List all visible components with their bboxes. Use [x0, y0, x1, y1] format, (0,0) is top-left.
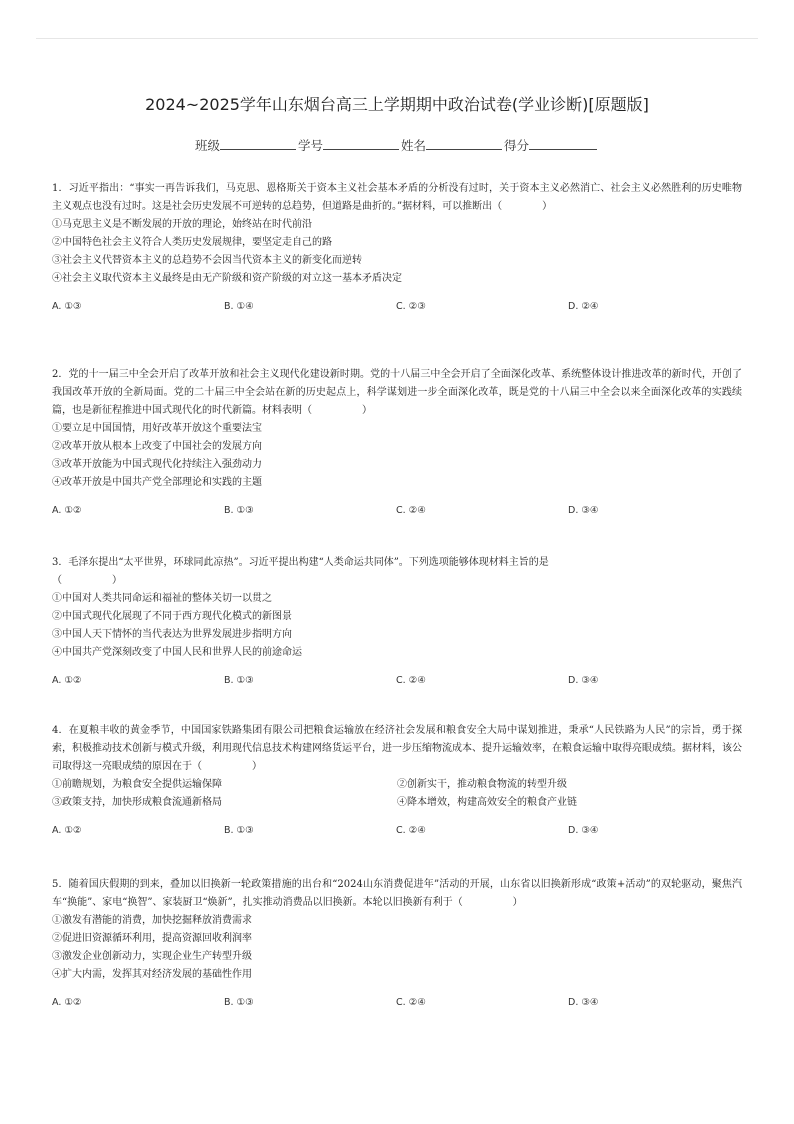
- option-d[interactable]: D. ③④: [568, 997, 599, 1008]
- choice-row: [52, 794, 742, 812]
- choice-item: ③社会主义代替资本主义的总趋势不会因当代资本主义的新变化而逆转: [52, 255, 362, 266]
- choice-item: ②中国特色社会主义符合人类历史发展规律，要坚定走自己的路: [52, 237, 332, 248]
- choice-item: ③政策支持，加快形成粮食流通新格局: [52, 797, 222, 808]
- choice-item: ②促进旧资源循环利用，提高资源回收利润率: [52, 933, 252, 944]
- choice-item: ①前瞻规划，为粮食安全提供运输保障: [52, 779, 222, 790]
- option-b[interactable]: B. ①③: [224, 675, 254, 686]
- field-number: [298, 136, 401, 154]
- answer-blank: （ ）: [302, 405, 372, 416]
- choice-item: ④扩大内需，发挥其对经济发展的基础性作用: [52, 969, 252, 980]
- field-score-blank[interactable]: [529, 137, 597, 150]
- field-class-label: 班级: [194, 138, 220, 153]
- question-stem-text: 1．习近平指出：“事实一再告诉我们，马克思、恩格斯关于资本主义社会基本矛盾的分析没有过时，关于资本主义必然消亡、社会主义必然胜利的历史唯物主义观点也没有过时。这是社会历史发展不可逆转的总趋势，但道路是曲折的。”据材料，可以推断出: [52, 183, 742, 212]
- option-c[interactable]: C. ②④: [396, 675, 426, 686]
- option-c[interactable]: C. ②④: [396, 825, 426, 836]
- option-d[interactable]: D. ③④: [568, 675, 599, 686]
- answer-blank: （ ）: [192, 761, 262, 772]
- student-info-fields: [0, 136, 794, 154]
- option-d[interactable]: D. ③④: [568, 825, 599, 836]
- field-number-blank[interactable]: [323, 137, 399, 150]
- answer-options: [52, 672, 742, 690]
- answer-options: [52, 502, 742, 520]
- choice-item: ④中国共产党深刻改变了中国人民和世界人民的前途命运: [52, 647, 302, 658]
- option-c[interactable]: C. ②③: [396, 301, 426, 312]
- question-stem-text: 2．党的十一届三中全会开启了改革开放和社会主义现代化建设新时期。党的十八届三中全会开启了全面深化改革、系统整体设计推进改革的新时代，开创了我国改革开放的全新局面。党的二十届三中全会站在新的历史起点上，科学谋划进一步全面深化改革，既是党的十八届三中全会以来全面深化改革的实践续篇，也是新征程推进中国式现代化的时代新篇。材料表明: [52, 369, 742, 416]
- option-d[interactable]: D. ③④: [568, 505, 599, 516]
- option-a[interactable]: A. ①②: [52, 825, 82, 836]
- option-c[interactable]: C. ②④: [396, 997, 426, 1008]
- choice-item: ①要立足中国国情，用好改革开放这个重要法宝: [52, 423, 262, 434]
- choice-item: ③激发企业创新动力，实现企业生产转型升级: [52, 951, 252, 962]
- question-stem-text: 3．毛泽东提出“太平世界，环球同此凉热”。习近平提出构建“人类命运共同体”。下列选项能够体现材料主旨的是: [52, 557, 549, 568]
- answer-options: [52, 994, 742, 1012]
- field-name-label: 姓名: [401, 138, 427, 153]
- field-name-blank[interactable]: [426, 137, 502, 150]
- question-stem: [52, 876, 742, 912]
- field-number-label: 学号: [297, 138, 323, 153]
- option-a[interactable]: A. ①②: [52, 997, 82, 1008]
- answer-blank: （ ）: [492, 201, 553, 212]
- option-b[interactable]: B. ①④: [224, 301, 254, 312]
- question-stem: [52, 554, 742, 590]
- question-2: [52, 366, 742, 520]
- choice-item: ③中国人天下情怀的当代表达为世界发展进步指明方向: [52, 629, 292, 640]
- question-5: [52, 876, 742, 1012]
- field-class: [195, 136, 298, 154]
- choice-item: ②改革开放从根本上改变了中国社会的发展方向: [52, 441, 262, 452]
- question-stem: [52, 366, 742, 420]
- choice-item: ④社会主义取代资本主义最终是由无产阶级和资产阶级的对立这一基本矛盾决定: [52, 273, 402, 284]
- question-4: [52, 722, 742, 840]
- option-b[interactable]: B. ①③: [224, 825, 254, 836]
- question-stem-text: 4．在夏粮丰收的黄金季节，中国国家铁路集团有限公司把粮食运输放在经济社会发展和粮食安全大局中谋划推进，秉承“人民铁路为人民”的宗旨，勇于探索，积极推动技术创新与模式升级，利用现代信息技术构建网络货运平台，进一步压缩物流成本、提升运输效率，在粮食运输中取得亮眼成绩。据材料，该公司取得这一亮眼成绩的原因在于: [52, 725, 742, 772]
- choice-item: ②创新实干，推动粮食物流的转型升级: [397, 779, 567, 790]
- choice-item: ④降本增效，构建高效安全的粮食产业链: [397, 797, 577, 808]
- choice-item: ④改革开放是中国共产党全部理论和实践的主题: [52, 477, 262, 488]
- field-score-label: 得分: [504, 138, 530, 153]
- question-1: [52, 180, 742, 316]
- answer-blank: （ ）: [452, 897, 523, 908]
- question-stem-text: 5．随着国庆假期的到来，叠加以旧换新一轮政策措施的出台和“2024山东消费促进年”活动的开展，山东省以旧换新形成“政策+活动”的双轮驱动，聚焦汽车“换能”、家电“换智”、家装厨卫“焕新”，扎实推动消费品以旧换新。本轮以旧换新有利于: [52, 879, 742, 908]
- page-title: 2024~2025学年山东烟台高三上学期期中政治试卷(学业诊断)[原题版]: [145, 95, 649, 114]
- option-b[interactable]: B. ①③: [224, 997, 254, 1008]
- question-stem: [52, 722, 742, 776]
- option-b[interactable]: B. ①③: [224, 505, 254, 516]
- option-c[interactable]: C. ②④: [396, 505, 426, 516]
- choice-item: ①马克思主义是不断发展的开放的理论，始终站在时代前沿: [52, 219, 312, 230]
- question-stem: [52, 180, 742, 216]
- answer-blank: （ ）: [52, 575, 122, 586]
- choice-item: ③改革开放能为中国式现代化持续注入强劲动力: [52, 459, 262, 470]
- option-a[interactable]: A. ①②: [52, 505, 82, 516]
- header-divider: [36, 38, 758, 39]
- option-a[interactable]: A. ①②: [52, 675, 82, 686]
- option-d[interactable]: D. ②④: [568, 301, 599, 312]
- field-score: [504, 136, 599, 154]
- option-a[interactable]: A. ①③: [52, 301, 82, 312]
- choice-row: [52, 776, 742, 794]
- choice-item: ②中国式现代化展现了不同于西方现代化模式的新图景: [52, 611, 292, 622]
- choice-item: ①中国对人类共同命运和福祉的整体关切一以贯之: [52, 593, 272, 604]
- answer-options: [52, 822, 742, 840]
- choice-item: ①激发有潜能的消费，加快挖掘释放消费需求: [52, 915, 252, 926]
- field-name: [401, 136, 504, 154]
- question-3: [52, 554, 742, 690]
- answer-options: [52, 298, 742, 316]
- field-class-blank[interactable]: [220, 137, 296, 150]
